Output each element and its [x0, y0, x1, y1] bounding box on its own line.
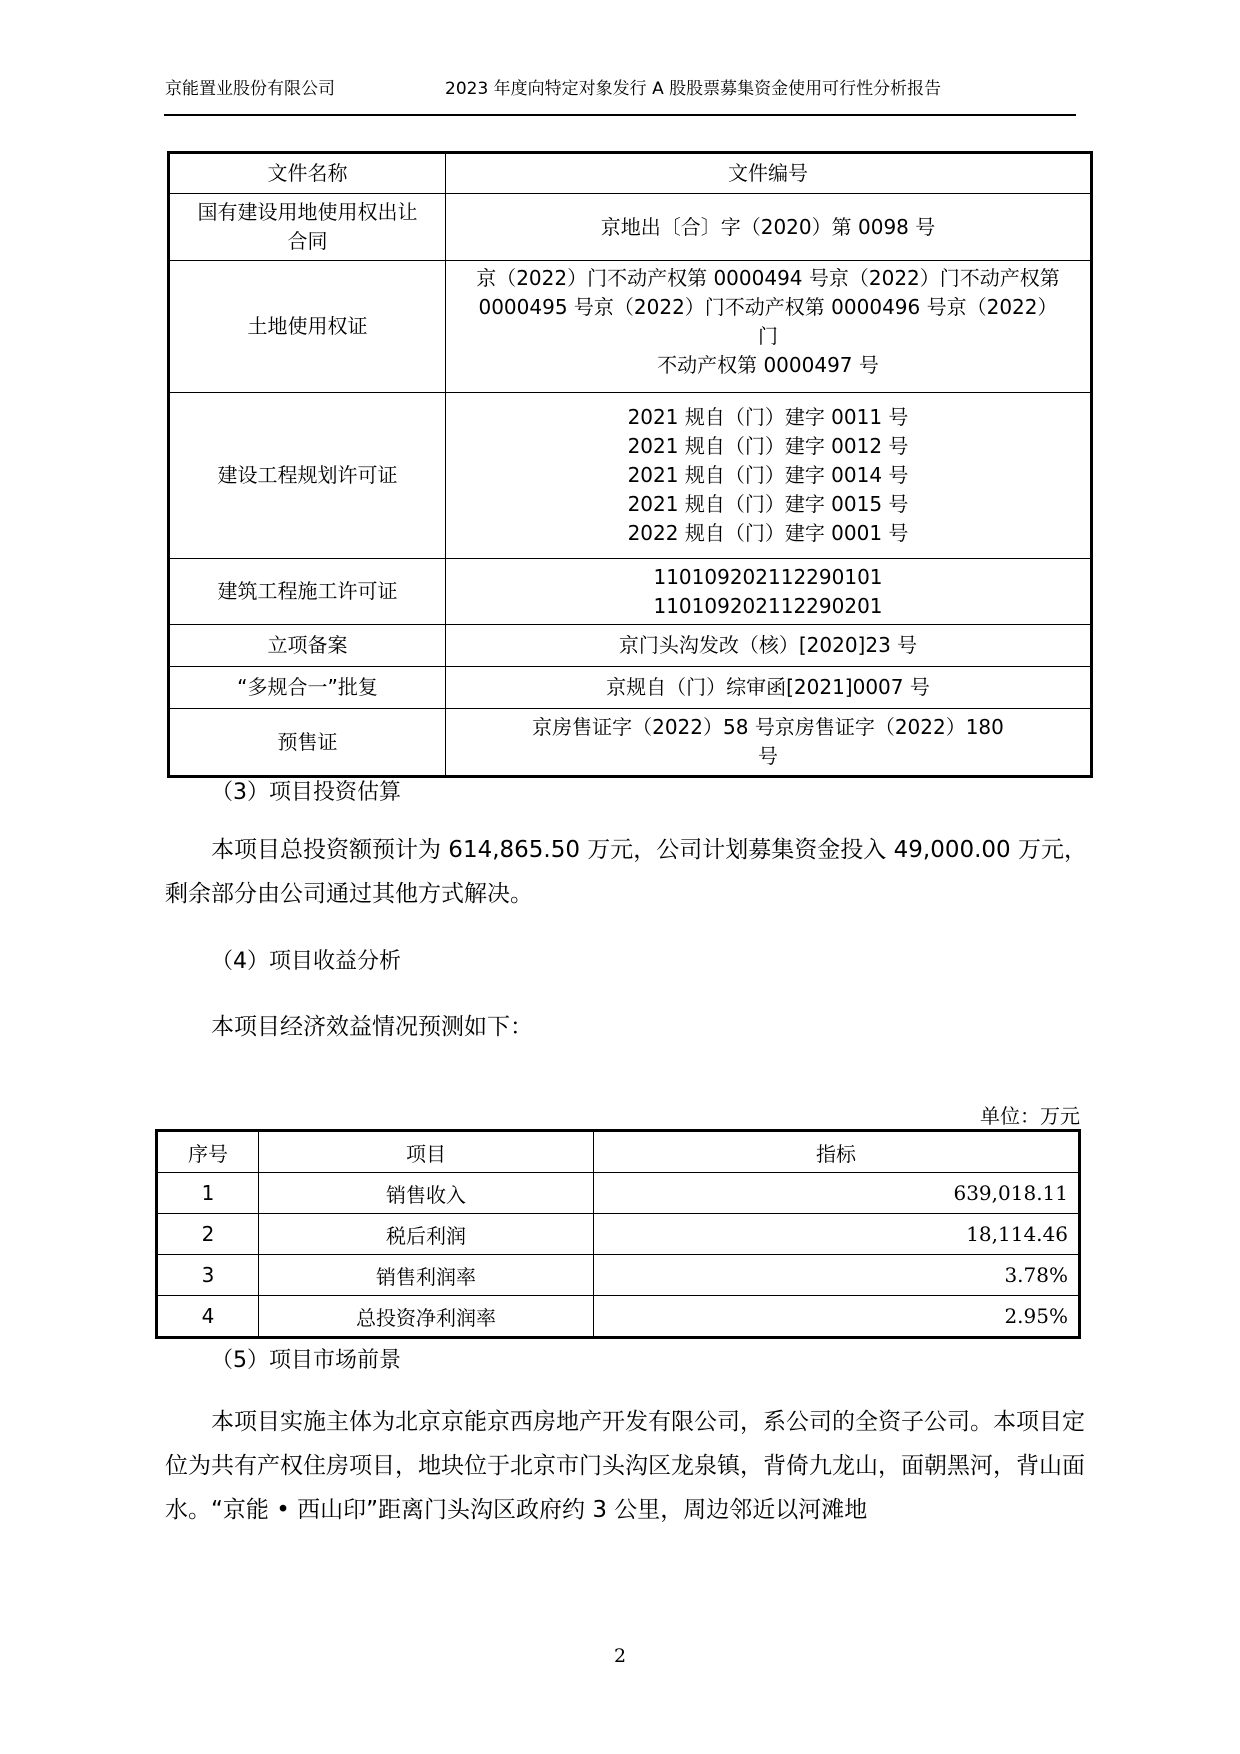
- column-header: 文件名称: [169, 153, 446, 194]
- cell-line: 建筑工程施工许可证: [217, 579, 398, 603]
- cell-line: 立项备案: [267, 633, 348, 657]
- table-row: [169, 559, 1092, 625]
- cell-line: 建设工程规划许可证: [217, 463, 398, 487]
- cell-line: 号: [758, 744, 778, 768]
- table-row: [169, 194, 1092, 261]
- row-number: 4: [157, 1296, 259, 1338]
- doc-number-cell: [446, 261, 1092, 393]
- section-3-paragraph: 本项目总投资额预计为 614,865.50 万元，公司计划募集资金投入 49,000.00 万元，剩余部分由公司通过其他方式解决。: [165, 837, 1087, 907]
- doc-number-cell: [446, 709, 1092, 777]
- financial-forecast-table: [155, 1129, 1081, 1339]
- table-row: [169, 625, 1092, 667]
- table-header-row: [169, 153, 1092, 194]
- section-3-heading: （3）项目投资估算: [211, 780, 401, 805]
- row-value: 2.95%: [594, 1296, 1080, 1338]
- table-header-row: [157, 1131, 1080, 1173]
- unit-label: 单位：万元: [980, 1104, 1080, 1128]
- cell-line: 京房售证字（2022）58 号京房售证字（2022）180: [532, 715, 1004, 739]
- cell-line: 2022 规自（门）建字 0001 号: [627, 521, 909, 545]
- section-5-heading: （5）项目市场前景: [211, 1348, 401, 1373]
- column-header: 项目: [259, 1131, 594, 1173]
- header-report-title: 2023 年度向特定对象发行 A 股股票募集资金使用可行性分析报告: [445, 79, 942, 99]
- doc-name-cell: [169, 625, 446, 667]
- row-item: 销售收入: [259, 1173, 594, 1214]
- page-number: 2: [613, 1645, 627, 1667]
- cell-line: 京地出〔合〕字（2020）第 0098 号: [600, 214, 936, 239]
- doc-name-cell: [169, 559, 446, 625]
- cell-line: 不动产权第 0000497 号: [657, 353, 879, 377]
- cell-line: 京规自（门）综审函[2021]0007 号: [606, 675, 930, 699]
- table-row: [157, 1214, 1080, 1255]
- cell-line: 预售证: [277, 729, 338, 754]
- section-4-intro: 本项目经济效益情况预测如下：: [211, 1014, 533, 1040]
- section-4-heading: （4）项目收益分析: [211, 949, 401, 974]
- row-value: 3.78%: [594, 1255, 1080, 1296]
- column-header: 文件编号: [446, 153, 1092, 194]
- cell-line: 110109202112290201: [653, 593, 883, 618]
- column-header: 序号: [157, 1131, 259, 1173]
- row-item: 税后利润: [259, 1214, 594, 1255]
- cell-line: 0000495 号京（2022）门不动产权第 0000496 号京（2022）门: [478, 295, 1058, 348]
- cell-line: 110109202112290101: [653, 564, 883, 589]
- row-number: 2: [157, 1214, 259, 1255]
- table-row: [157, 1296, 1080, 1338]
- cell-line: 2021 规自（门）建字 0012 号: [627, 434, 909, 458]
- doc-number-cell: [446, 667, 1092, 709]
- row-value: 639,018.11: [594, 1173, 1080, 1214]
- cell-line: 2021 规自（门）建字 0015 号: [627, 492, 909, 516]
- cell-line: 合同: [287, 229, 328, 253]
- cell-line: 2021 规自（门）建字 0014 号: [627, 463, 909, 487]
- doc-name-cell: [169, 667, 446, 709]
- header-company: 京能置业股份有限公司: [165, 79, 335, 99]
- table-row: [169, 261, 1092, 393]
- cell-line: 2021 规自（门）建字 0011 号: [627, 405, 909, 429]
- table-row: [169, 667, 1092, 709]
- row-number: 3: [157, 1255, 259, 1296]
- doc-name-cell: [169, 709, 446, 777]
- cell-line: 京（2022）门不动产权第 0000494 号京（2022）门不动产权第: [476, 266, 1060, 290]
- column-header: 指标: [594, 1131, 1080, 1173]
- section-5-paragraph: 本项目实施主体为北京京能京西房地产开发有限公司，系公司的全资子公司。本项目定位为共有产权住房项目，地块位于北京市门头沟区龙泉镇，背倚九龙山，面朝黑河，背山面水。“京能 • 西山印”距离门头沟区政府约 3 公里，周边邻近以河滩地: [165, 1409, 1085, 1523]
- doc-name-cell: [169, 261, 446, 393]
- header-rule: [164, 114, 1076, 116]
- row-value: 18,114.46: [594, 1214, 1080, 1255]
- cell-line: “多规合一”批复: [237, 675, 378, 699]
- doc-name-cell: [169, 393, 446, 559]
- table-row: [169, 709, 1092, 777]
- table-row: [157, 1173, 1080, 1214]
- cell-line: 京门头沟发改（核）[2020]23 号: [618, 633, 918, 657]
- cell-line: 国有建设用地使用权出让: [197, 200, 418, 224]
- row-item: 总投资净利润率: [259, 1296, 594, 1338]
- document-list-table: [167, 151, 1093, 778]
- row-number: 1: [157, 1173, 259, 1214]
- doc-number-cell: [446, 393, 1092, 559]
- row-item: 销售利润率: [259, 1255, 594, 1296]
- cell-line: 土地使用权证: [247, 314, 368, 338]
- doc-number-cell: [446, 194, 1092, 261]
- doc-number-cell: [446, 625, 1092, 667]
- doc-name-cell: [169, 194, 446, 261]
- doc-number-cell: [446, 559, 1092, 625]
- table-row: [169, 393, 1092, 559]
- table-row: [157, 1255, 1080, 1296]
